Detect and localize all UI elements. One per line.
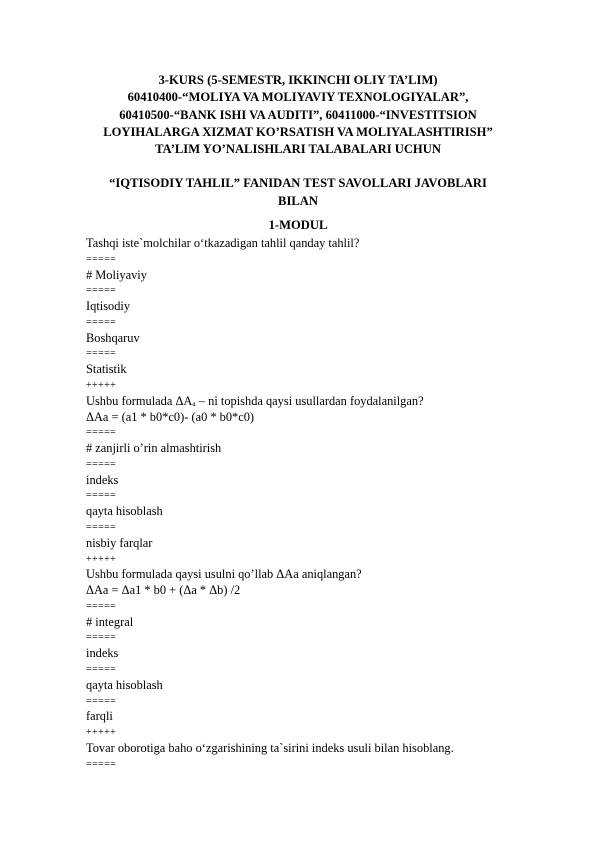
option-separator: ===== [86,632,117,644]
option-separator: ===== [86,458,117,470]
text-line: qayta hisoblash [86,504,163,519]
text-line: Tashqi iste`molchilar o‘tkazadigan tahlil qanday tahlil? [86,236,360,250]
option-separator: ===== [86,253,117,265]
text-line: nisbiy farqlar [86,535,153,550]
correct-answer-line: # zanjirli o’rin almashtirish [86,441,222,456]
text-line: farqli [86,709,113,724]
module-title: 1-MODUL [268,218,328,232]
subject-title-line: “IQTISODIY TAHLIL” FANIDAN TEST SAVOLLARI JAVOBLARI [109,176,487,191]
option-separator: ===== [86,664,117,675]
text-line: Iqtisodiy [86,299,131,314]
question-separator: +++++ [86,727,117,739]
question-separator: +++++ [86,380,117,391]
text-line: indeks [86,646,119,661]
text-line: ΔAa = (a1 * b0*c0)- (a0 * b0*c0) [86,409,255,424]
specialty-line: 60410400-“MOLIYA VA MOLIYAVIY TEXNOLOGIYALAR”, [127,90,469,105]
text-line: Boshqaruv [86,330,140,345]
text-line: Ushbu formulada ΔAₐ – ni topishda qaysi usullardan foydalanilgan? [86,393,424,408]
subject-title-line: BILAN [278,193,318,208]
text-line: qayta hisoblash [86,677,163,692]
test-body [86,236,536,773]
option-separator: ===== [86,490,117,502]
text-line: Statistik [86,362,127,377]
option-separator: ===== [86,695,117,707]
option-separator: ===== [86,316,117,328]
text-line: indeks [86,472,119,487]
option-separator: ===== [86,758,117,770]
question-separator: +++++ [86,553,117,565]
text-line: Tovar oborotiga baho o‘zgarishining ta`sirini indeks usuli bilan hisoblang. [86,741,454,756]
header-spacer [60,158,536,175]
option-separator: ===== [86,285,117,297]
text-line: Ushbu formulada qaysi usulni qo’llab ΔAa aniqlangan? [86,567,362,582]
document-header [60,72,536,210]
correct-answer-line: # integral [86,614,134,629]
course-line: 3-KURS (5-SEMESTR, IKKINCHI OLIY TA’LIM) [158,73,438,87]
audience-line: TA’LIM YO’NALISHLARI TALABALARI UCHUN [155,142,441,157]
correct-answer-line: # Moliyaviy [86,267,147,282]
option-separator: ===== [86,600,117,612]
option-separator: ===== [86,427,117,439]
option-separator: ===== [86,348,117,360]
option-separator: ===== [86,522,117,533]
specialty-line: 60410500-“BANK ISHI VA AUDITI”, 60411000-“INVESTITSION [119,107,477,122]
specialty-line: LOYIHALARGA XIZMAT KO’RSATISH VA MOLIYALASHTIRISH” [103,124,493,139]
text-line: ΔAa = Δa1 * b0 + (Δa * Δb) /2 [86,583,241,598]
